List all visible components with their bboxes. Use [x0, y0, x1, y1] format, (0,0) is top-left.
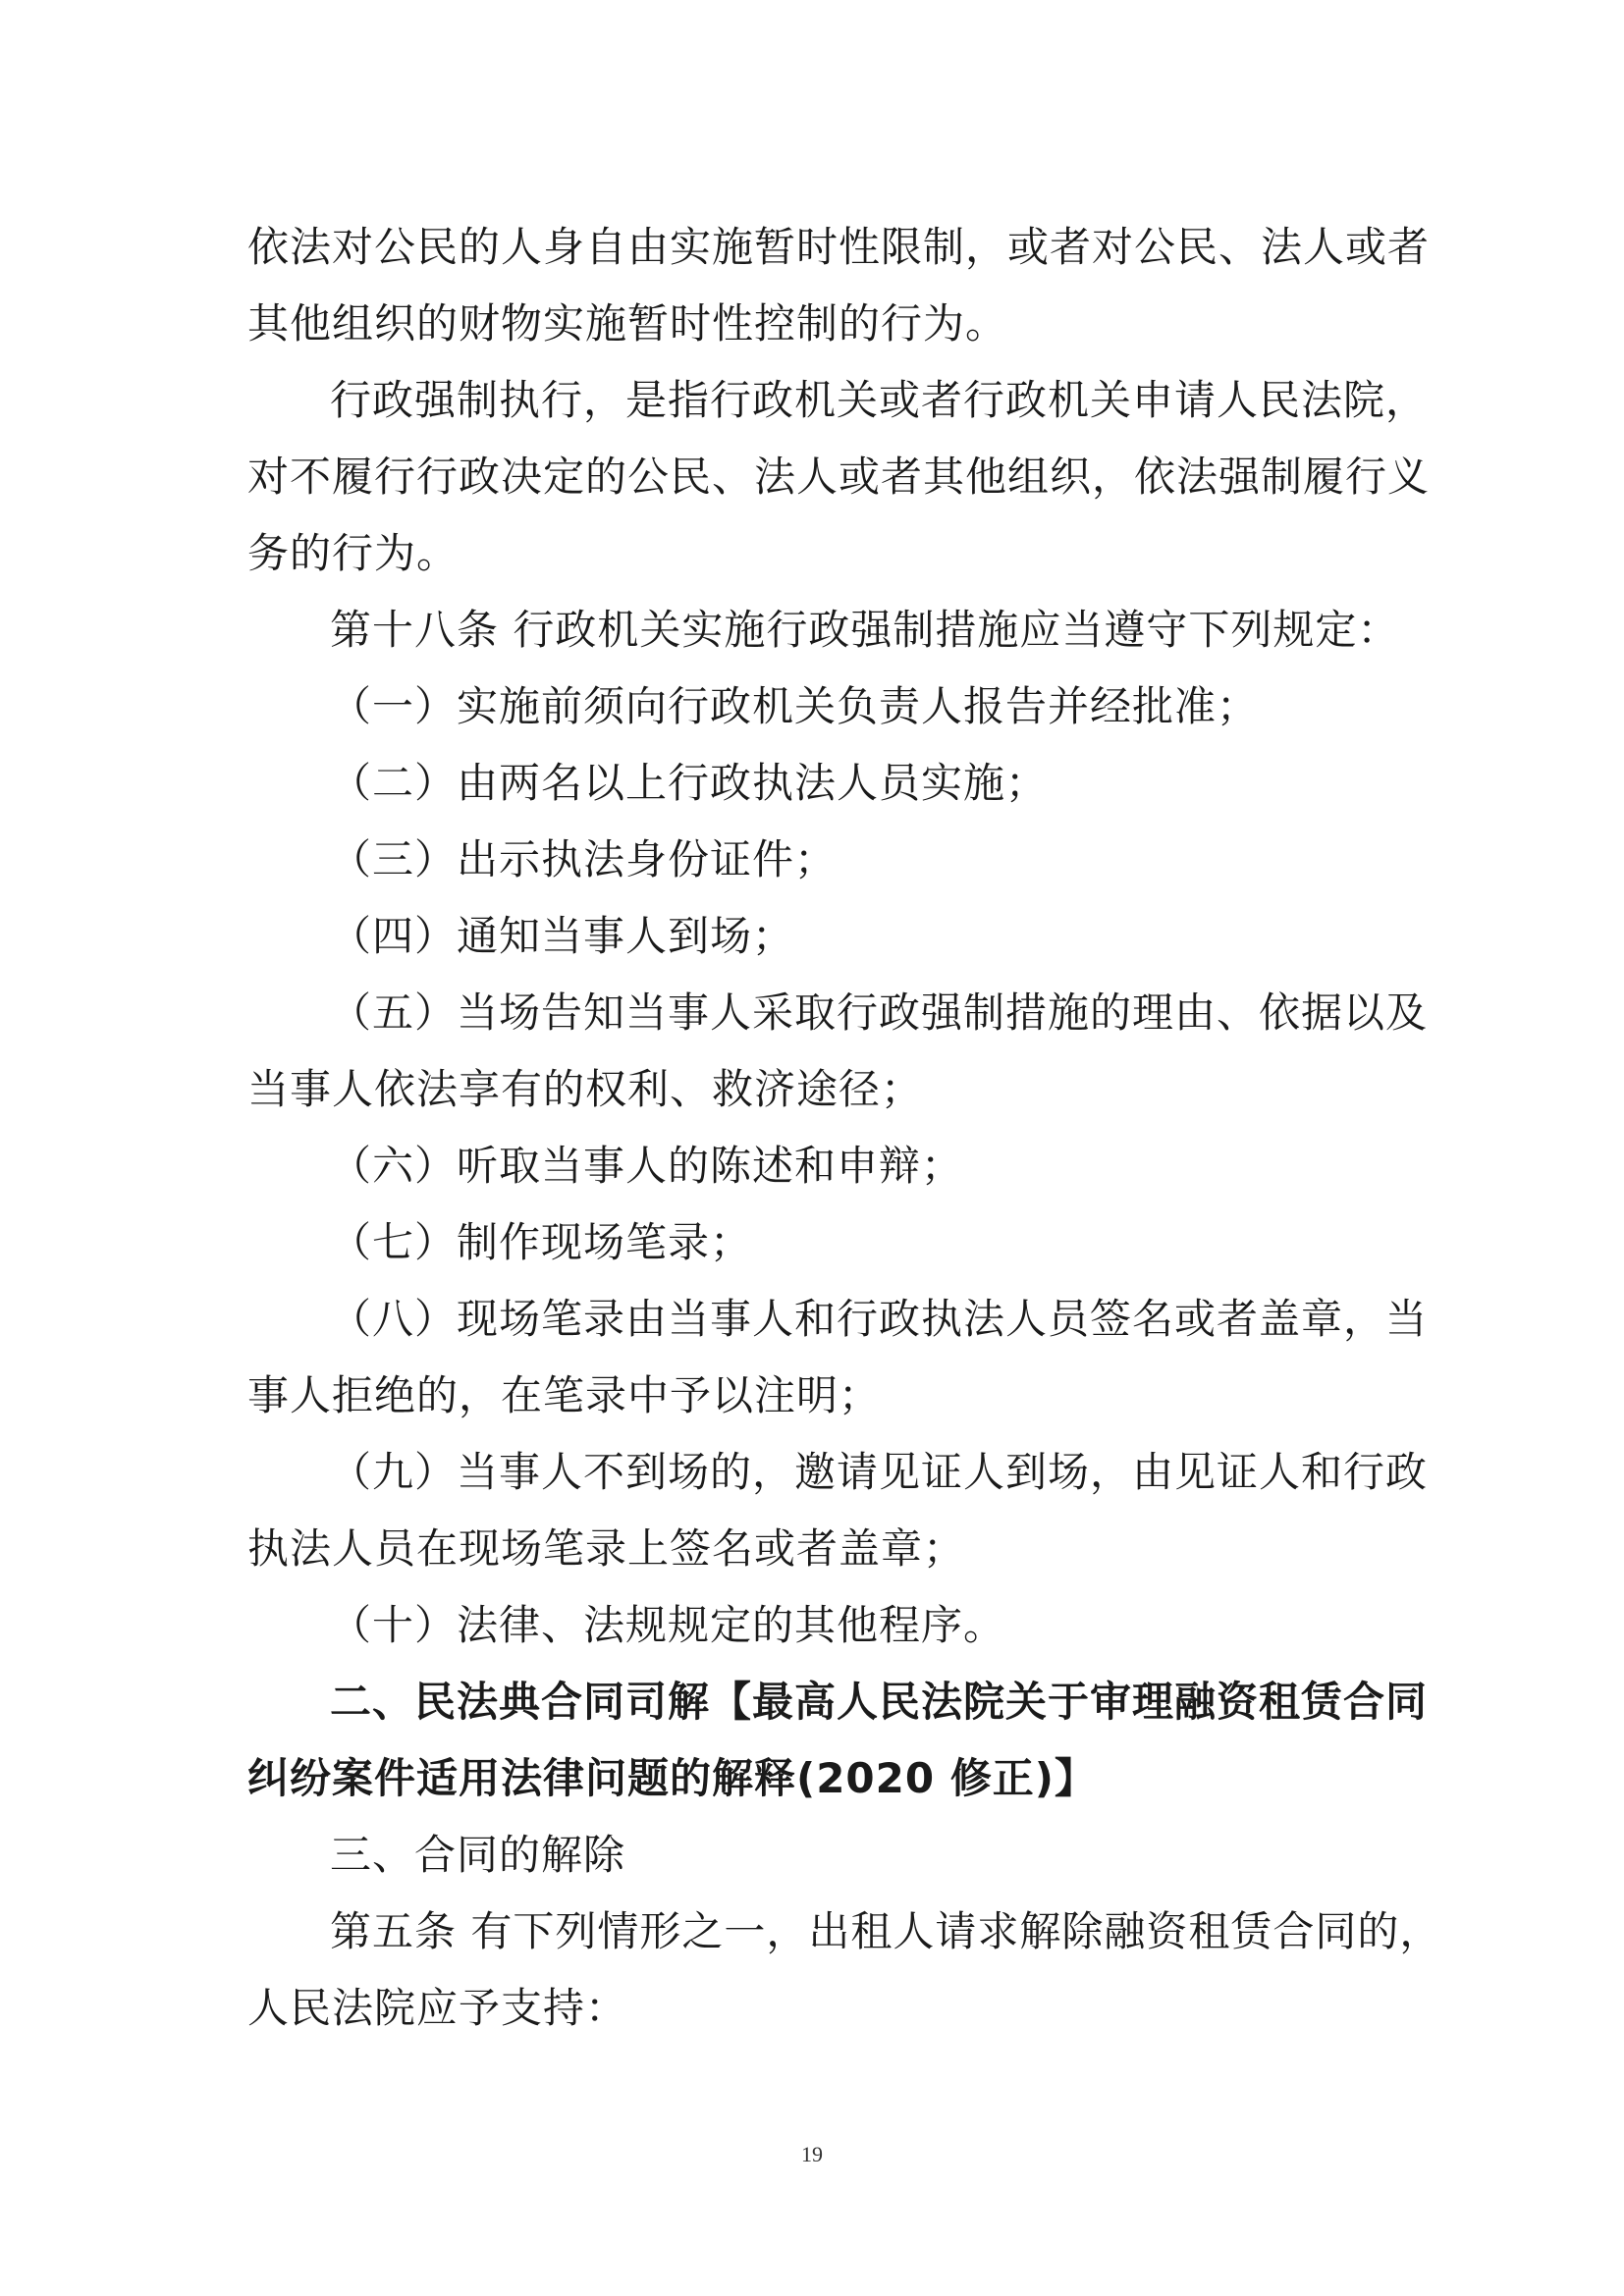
list-item-continuation: 事人拒绝的，在笔录中予以注明； — [247, 1371, 882, 1419]
list-item: （五）当场告知当事人采取行政强制措施的理由、依据以及 — [330, 988, 1429, 1037]
body-text-line: 务的行为。 — [247, 529, 460, 577]
page-number: 19 — [801, 2142, 823, 2166]
body-text-line: 人民法院应予支持： — [247, 1984, 628, 2032]
list-item: （一）实施前须向行政机关负责人报告并经批准； — [330, 682, 1260, 730]
list-item: （三）出示执法身份证件； — [330, 835, 838, 883]
body-text-line: 对不履行行政决定的公民、法人或者其他组织，依法强制履行义 — [247, 453, 1431, 501]
list-item-continuation: 执法人员在现场笔录上签名或者盖章； — [247, 1524, 966, 1573]
list-item: （二）由两名以上行政执法人员实施； — [330, 759, 1049, 807]
subsection-heading: 三、合同的解除 — [330, 1831, 626, 1879]
body-text-line: 其他组织的财物实施暂时性控制的行为。 — [247, 299, 1008, 347]
article-heading-line: 第十八条 行政机关实施行政强制措施应当遵守下列规定： — [330, 606, 1400, 654]
list-item: （九）当事人不到场的，邀请见证人到场，由见证人和行政 — [330, 1448, 1429, 1496]
list-item-continuation: 当事人依法享有的权利、救济途径； — [247, 1065, 924, 1113]
list-item: （七）制作现场笔录； — [330, 1218, 753, 1266]
section-heading: 二、民法典合同司解【最高人民法院关于审理融资租赁合同 — [330, 1678, 1429, 1726]
body-text-line: 行政强制执行，是指行政机关或者行政机关申请人民法院， — [330, 376, 1429, 424]
list-item: （八）现场笔录由当事人和行政执法人员签名或者盖章，当 — [330, 1295, 1429, 1343]
article-heading-line: 第五条 有下列情形之一，出租人请求解除融资租赁合同的， — [330, 1907, 1442, 1955]
list-item: （十）法律、法规规定的其他程序。 — [330, 1601, 1006, 1649]
list-item: （四）通知当事人到场； — [330, 912, 795, 960]
body-text-line: 依法对公民的人身自由实施暂时性限制，或者对公民、法人或者 — [247, 223, 1431, 271]
section-heading-continuation: 纠纷案件适用法律问题的解释(2020 修正)】 — [247, 1754, 1097, 1802]
list-item: （六）听取当事人的陈述和申辩； — [330, 1142, 964, 1190]
